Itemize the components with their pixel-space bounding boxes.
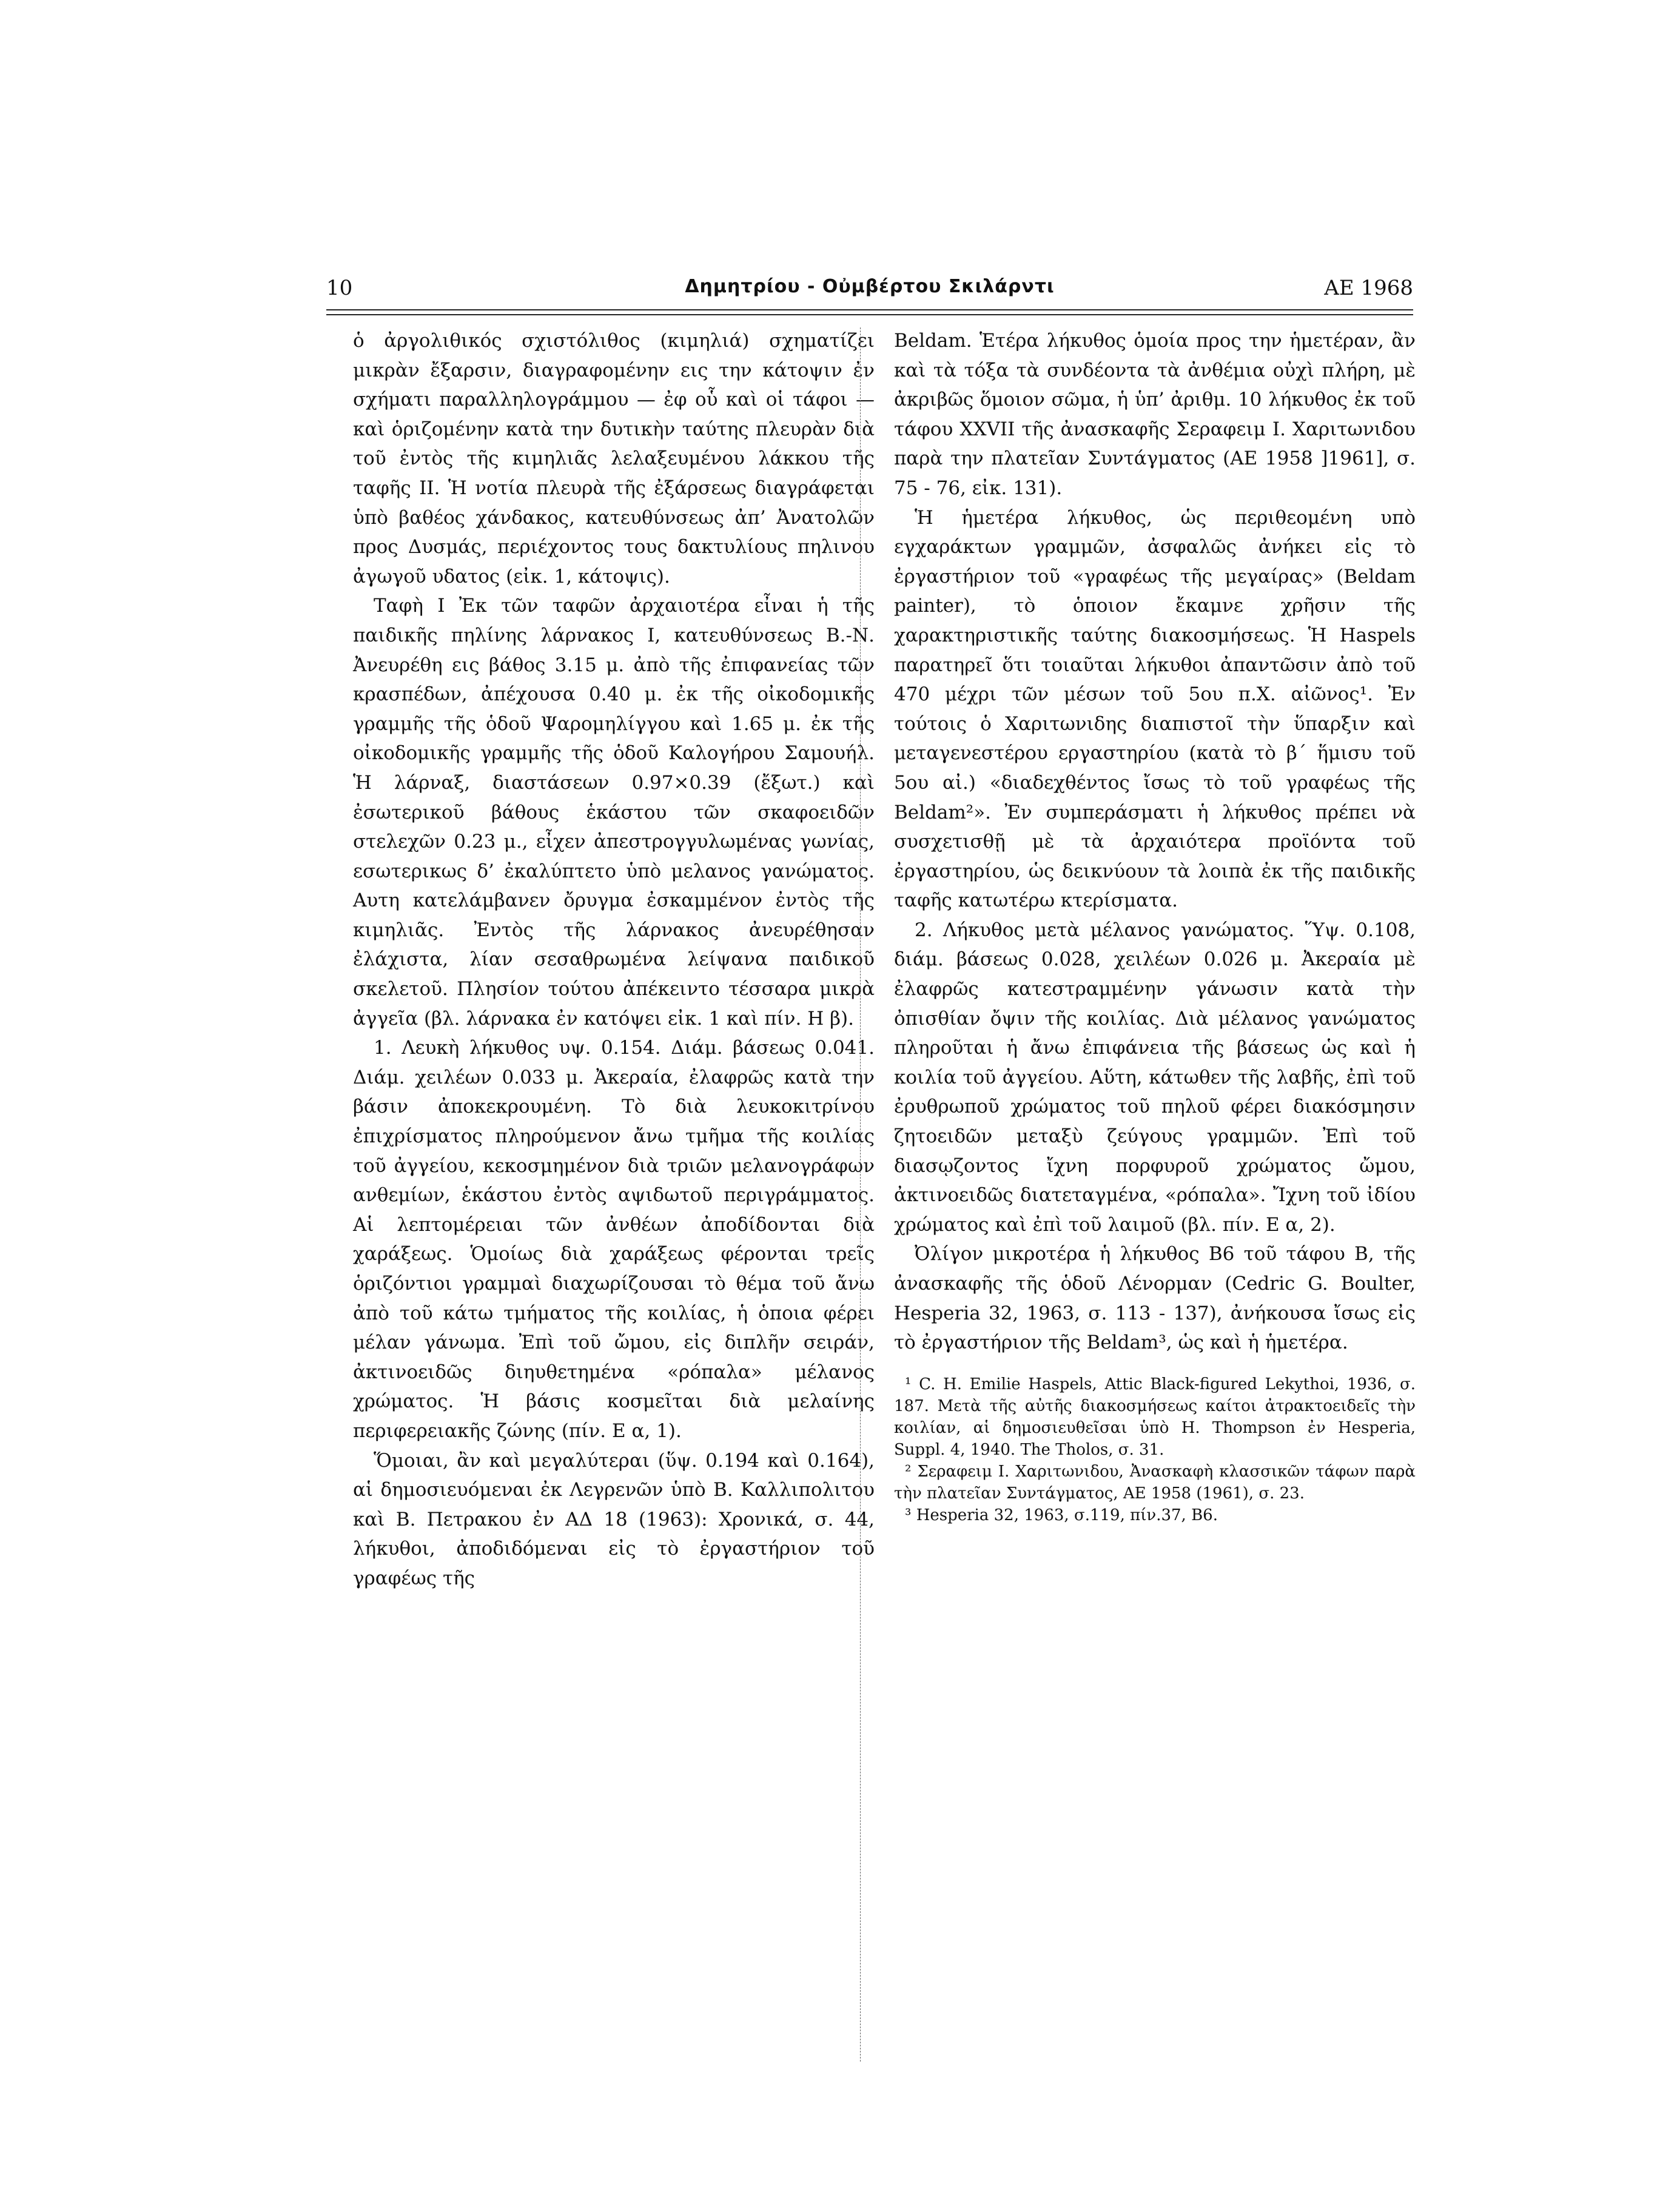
paragraph-beldam: Beldam. Ἑτέρα λήκυθος ὁμοία προς την ἡμετέραν, ἂν καὶ τὰ τόξα τὰ συνδέοντα τὰ ἀνθέμια οὐχὶ πλήρη, μὲ ἀκριβῶς ὅμοιον σῶμα, ἡ ὑπ’ ἀριθμ. 10 λήκυθος ἐκ τοῦ τάφου XXVII τῆς ἀνασκαφῆς Σεραφειμ Ι. Χαριτωνιδου παρὰ την πλατεῖαν Συντάγματος (ΑΕ 1958 ]1961], σ. 75 - 76, εἰκ. 131). <box>894 330 1416 499</box>
footnote: ¹ C. H. Emilie Haspels, Attic Black-figured Lekythoi, 1936, σ. 187. Μετὰ τῆς αὐτῆς διακοσμήσεως καίτοι ἀτρακτοειδεῖς τὴν κοιλίαν, αἱ δημοσιευθεῖσαι ὑπὸ H. Thompson ἐν Hesperia, Suppl. 4, 1940. The Tholos, σ. 31. <box>894 1375 1416 1459</box>
column-divider <box>860 327 861 2062</box>
paragraph-comparison: Ὅμοιαι, ἂν καὶ μεγαλύτεραι (ὕψ. 0.194 καὶ 0.164), αἱ δημοσιευόμεναι ἐκ Λεγρενῶν ὑπὸ Β. Καλλιπολιτου καὶ Β. Πετρακου ἐν ΑΔ 18 (1963): Χρονικά, σ. 44, λήκυθοι, ἀποδιδόμεναι εἰς τὸ ἐργαστήριον τοῦ γραφέως τῆς <box>353 1449 875 1589</box>
paragraph-burial-one: Ταφὴ Ι Ἐκ τῶν ταφῶν ἀρχαιοτέρα εἶναι ἡ τῆς παιδικῆς πηλίνης λάρνακος Ι, κατευθύνσεως Β.-Ν. Ἀνευρέθη εις βάθος 3.15 μ. ἀπὸ τῆς ἐπιφανείας τῶν κρασπέδων, ἀπέχουσα 0.40 μ. ἐκ τῆς οἰκοδομικῆς γραμμῆς τῆς ὁδοῦ Ψαρομηλίγγου καὶ 1.65 μ. ἐκ τῆς οἰκοδομικῆς γραμμῆς τῆς ὁδοῦ Καλογήρου Σαμουήλ. Ἡ λάρναξ, διαστάσεων 0.97×0.39 (ἔξωτ.) καὶ ἐσωτερικοῦ βάθους ἑκάστου τῶν σκαφοειδῶν στελεχῶν 0.23 μ., εἶχεν ἀπεστρογγυλωμένας γωνίας, εσωτερικως δ’ ἐκαλύπτετο ὑπὸ μελανος γανώματος. Αυτη κατελάμβανεν ὄρυγμα ἐσκαμμένον ἐντὸς τῆς κιμηλιᾶς. Ἐντὸς τῆς λάρνακος ἀνευρέθησαν ἐλάχιστα, λίαν σεσαθρωμένα λείψανα παιδικοῦ σκελετοῦ. Πλησίον τούτου ἀπέκειντο τέσσαρα μικρὰ ἀγγεῖα (βλ. λάρνακα ἐν κατόψει εἰκ. 1 καὶ πίν. Η β). <box>353 595 875 1030</box>
paragraph-lenormant: Ὀλίγον μικροτέρα ἡ λήκυθος Β6 τοῦ τάφου Β, τῆς ἀνασκαφῆς τῆς ὁδοῦ Λένορμαν (Cedric G. Boulter, Hesperia 32, 1963, σ. 113 - 137), ἀνήκουσα ἴσως εἰς τὸ ἐργαστήριον τῆς Beldam³, ὡς καὶ ἡ ἡμετέρα. <box>894 1243 1416 1354</box>
footnote: ³ Hesperia 32, 1963, σ.119, πίν.37, Β6. <box>905 1506 1218 1524</box>
header-rule-bottom <box>326 314 1413 315</box>
journal-reference: ΑΕ 1968 <box>1324 276 1413 300</box>
footnotes <box>894 1373 1416 1526</box>
header-rule-top <box>326 309 1413 310</box>
paragraph-item-two: 2. Λήκυθος μετὰ μέλανος γανώματος. Ὕψ. 0.108, διάμ. βάσεως 0.028, χειλέων 0.026 μ. Ἀκεραία μὲ ἐλαφρῶς κατεστραμμένην γάνωσιν κατὰ τὴν ὀπισθίαν ὄψιν τῆς κοιλίας. Διὰ μέλανος γανώματος πληροῦται ἡ ἄνω ἐπιφάνεια τῆς βάσεως ὡς καὶ ἡ κοιλία τοῦ ἀγγείου. Αὕτη, κάτωθεν τῆς λαβῆς, ἐπὶ τοῦ ἐρυθρωποῦ χρώματος τοῦ πηλοῦ φέρει διακόσμησιν ζητοειδῶν μεταξὺ ζεύγους γραμμῶν. Ἐπὶ τοῦ διασῳζοντος ἴχνη πορφυροῦ χρώματος ὤμου, ἀκτινοειδῶς διατεταγμένα, «ρόπαλα». Ἴχνη τοῦ ἰδίου χρώματος καὶ ἐπὶ τοῦ λαιμοῦ (βλ. πίν. Ε α, 2). <box>894 919 1416 1236</box>
paragraph-workshop: Ἡ ἡμετέρα λήκυθος, ὡς περιθεομένη υπὸ εγχαράκτων γραμμῶν, ἀσφαλῶς ἀνήκει εἰς τὸ ἐργαστήριον τοῦ «γραφέως τῆς μεγαίρας» (Beldam painter), τὸ ὁποιον ἔκαμνε χρῆσιν τῆς χαρακτηριστικῆς ταύτης διακοσμήσεως. Ἡ Haspels παρατηρεῖ ὅτι τοιαῦται λήκυθοι ἀπαντῶσιν ἀπὸ τοῦ 470 μέχρι τῶν μέσων τοῦ 5ου π.Χ. αἰῶνος¹. Ἐν τούτοις ὁ Χαριτωνιδης διαπιστοῖ τὴν ὕπαρξιν καὶ μεταγενεστέρου εργαστηρίου (κατὰ τὸ β΄ ἥμισυ τοῦ 5ου αἰ.) «διαδεχθέντος ἴσως τὸ τοῦ γραφέως τῆς Beldam²». Ἐν συμπεράσματι ἡ λήκυθος πρέπει νὰ συσχετισθῇ μὲ τὰ ἀρχαιότερα προϊόντα τοῦ ἐργαστηρίου, ὡς δεικνύουν τὰ λοιπὰ ἐκ τῆς παιδικῆς ταφῆς κατωτέρω κτερίσματα. <box>894 506 1416 912</box>
running-header <box>326 276 1413 306</box>
paragraph-item-one: 1. Λευκὴ λήκυθος υψ. 0.154. Διάμ. βάσεως 0.041. Διάμ. χειλέων 0.033 μ. Ἀκεραία, ἐλαφρῶς κατὰ την βάσιν ἀποκεκρουμένη. Τὸ διὰ λευκοκιτρίνου ἐπιχρίσματος πληρούμενον ἄνω τμῆμα τῆς κοιλίας τοῦ ἀγγείου, κεκοσμημένον διὰ τριῶν μελανογράφων ανθεμίων, ἑκάστου ἐντὸς αψιδωτοῦ περιγράμματος. Αἱ λεπτομέρειαι τῶν ἀνθέων ἀποδίδονται διὰ χαράξεως. Ὁμοίως διὰ χαράξεως φέρονται τρεῖς ὁριζόντιοι γραμμαὶ διαχωρίζουσαι τὸ θέμα τοῦ ἄνω ἀπὸ τοῦ κάτω τμήματος τῆς κοιλίας, ἡ ὁποια φέρει μέλαν γάνωμα. Ἐπὶ τοῦ ὤμου, εἰς διπλῆν σειράν, ἀκτινοειδῶς διηυθετημένα «ρόπαλα» μέλανος χρώματος. Ἡ βάσις κοσμεῖται διὰ μελαίνης περιφερειακῆς ζώνης (πίν. Ε α, 1). <box>353 1037 875 1442</box>
right-column <box>894 326 1416 1526</box>
paragraph-intro: ὁ ἀργολιθικός σχιστόλιθος (κιμηλιά) σχηματίζει μικρὰν ἔξαρσιν, διαγραφομένην εις την κάτοψιν ἐν σχήματι παραλληλογράμμου — ἐφ οὗ καὶ οἱ τάφοι — καὶ ὁριζομένην κατὰ την δυτικὴν ταύτης πλευρὰν διὰ τοῦ ἐντὸς τῆς κιμηλιᾶς λελαξευμένου λάκκου τῆς ταφῆς ΙΙ. Ἡ νοτία πλευρὰ τῆς ἐξάρσεως διαγράφεται ὑπὸ βαθέος χάνδακος, κατευθύνσεως ἀπ’ Ἀνατολῶν προς Δυσμάς, περιέχοντος τους δακτυλίους πηλινου ἀγωγοῦ υδατος (εἰκ. 1, κάτοψις). <box>353 330 875 588</box>
left-column <box>353 326 875 1594</box>
page-number: 10 <box>326 276 353 300</box>
running-title: Δημητρίου - Οὐμβέρτου Σκιλάρντι <box>685 276 1055 297</box>
footnote: ² Σεραφειμ Ι. Χαριτωνιδου, Ἀνασκαφὴ κλασσικῶν τάφων παρὰ τὴν πλατεῖαν Συντάγματος, ΑΕ 1958 (1961), σ. 23. <box>894 1462 1416 1503</box>
